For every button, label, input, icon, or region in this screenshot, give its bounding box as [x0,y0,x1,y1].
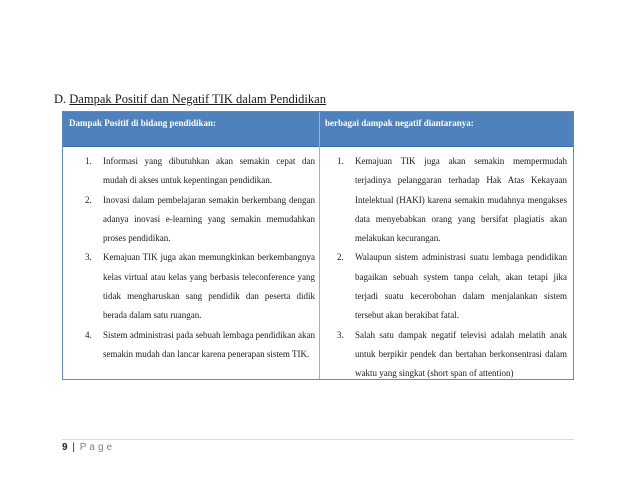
list-item [337,326,567,384]
item-number: 3. [337,329,344,340]
list-item [85,326,315,365]
positive-column [85,152,315,364]
item-text: Kemajuan TIK juga akan semakin mempermudah terjadinya pelanggaran terhadap Hak Atas Kekayaan Intelektual (HAKI) karena semakin mudahnya mengakses data menyebabkan orang yang bersifat plagiatis akan melakukan kecurangan. [355,156,567,244]
section-letter: D. [54,92,67,106]
header-negative: berbagai dampak negatif diantaranya: [325,118,474,128]
table-header-row [63,112,573,147]
item-text: Informasi yang dibutuhkan akan semakin cepat dan mudah di akses untuk kepentingan pendidikan. [103,156,315,186]
list-item [337,248,567,325]
item-number: 4. [85,329,92,340]
item-text: Salah satu dampak negatif televisi adalah melatih anak untuk berpikir pendek dan bertahan berkonsentrasi dalam waktu yang singkat (short span of attention) [355,329,567,379]
footer-divider [62,439,574,440]
item-number: 3. [85,252,92,263]
footer-separator: | [72,442,75,453]
page-number: 9 [62,442,68,453]
negative-column [337,152,567,384]
list-item [337,152,567,248]
item-number: 1. [337,156,344,166]
item-text: Sistem administrasi pada sebuah lembaga pendidikan akan semakin mudah dan lancar karena penerapan sistem TIK. [103,329,315,359]
negative-list [337,152,567,384]
positive-list [85,152,315,364]
item-text: Inovasi dalam pembelajaran semakin berkembang dengan adanya inovasi e-learning yang semakin memudahkan proses pendidikan. [103,194,315,244]
page-footer [62,442,115,453]
item-text: Kemajuan TIK juga akan memungkinkan berkembangnya kelas virtual atau kelas yang berbasis teleconference yang tidak mengharuskan sang pendidik dan peserta didik berada dalam satu ruangan. [103,252,315,321]
list-item [85,152,315,191]
section-title: Dampak Positif dan Negatif TIK dalam Pendidikan [69,92,326,106]
list-item [85,248,315,325]
impact-table [62,111,574,380]
item-number: 2. [337,252,344,263]
page-word: Page [79,442,116,453]
item-text: Walaupun sistem administrasi suatu lembaga pendidikan bagaikan sebuah system tanpa celah, akan tetapi jika terjadi suatu kecerobohan dalam menjalankan sistem tersebut akan berakibat fatal. [355,252,567,321]
item-number: 1. [85,156,92,166]
header-positive: Dampak Positif di bidang pendidikan: [69,118,217,128]
item-number: 2. [85,194,92,205]
section-heading [54,92,326,107]
list-item [85,191,315,249]
column-divider [319,112,320,379]
